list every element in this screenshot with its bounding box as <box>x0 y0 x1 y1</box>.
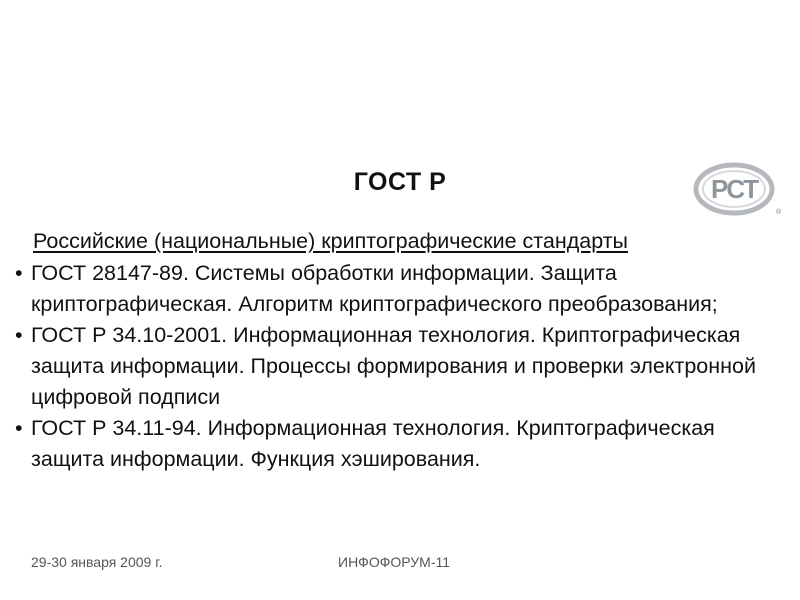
list-item-text: ГОСТ 28147-89. Системы обработки информации. Защита криптографическая. Алгоритм криптографического преобразования; <box>31 261 718 316</box>
slide-title: ГОСТ Р <box>353 168 447 196</box>
list-item <box>15 320 775 413</box>
list-item <box>15 258 775 320</box>
bullet-icon: • <box>15 261 23 285</box>
bullet-icon: • <box>15 323 23 347</box>
list-item-text: ГОСТ Р 34.11-94. Информационная технология. Криптографическая защита информации. Функция хэширования. <box>31 416 715 471</box>
rst-certification-logo-icon <box>692 162 782 216</box>
standards-list <box>15 258 775 475</box>
footer-event: ИНФОФОРУМ-11 <box>338 554 451 570</box>
list-item-text: ГОСТ Р 34.10-2001. Информационная технология. Криптографическая защита информации. Процессы формирования и проверки электронной цифровой подписи <box>31 323 756 409</box>
slide-subtitle: Российские (национальные) криптографические стандарты <box>33 229 628 253</box>
logo-text: PCT <box>711 174 757 204</box>
footer-date: 29-30 января 2009 г. <box>31 554 163 570</box>
bullet-icon: • <box>15 416 23 440</box>
svg-text:®: ® <box>776 209 782 216</box>
list-item <box>15 413 775 475</box>
